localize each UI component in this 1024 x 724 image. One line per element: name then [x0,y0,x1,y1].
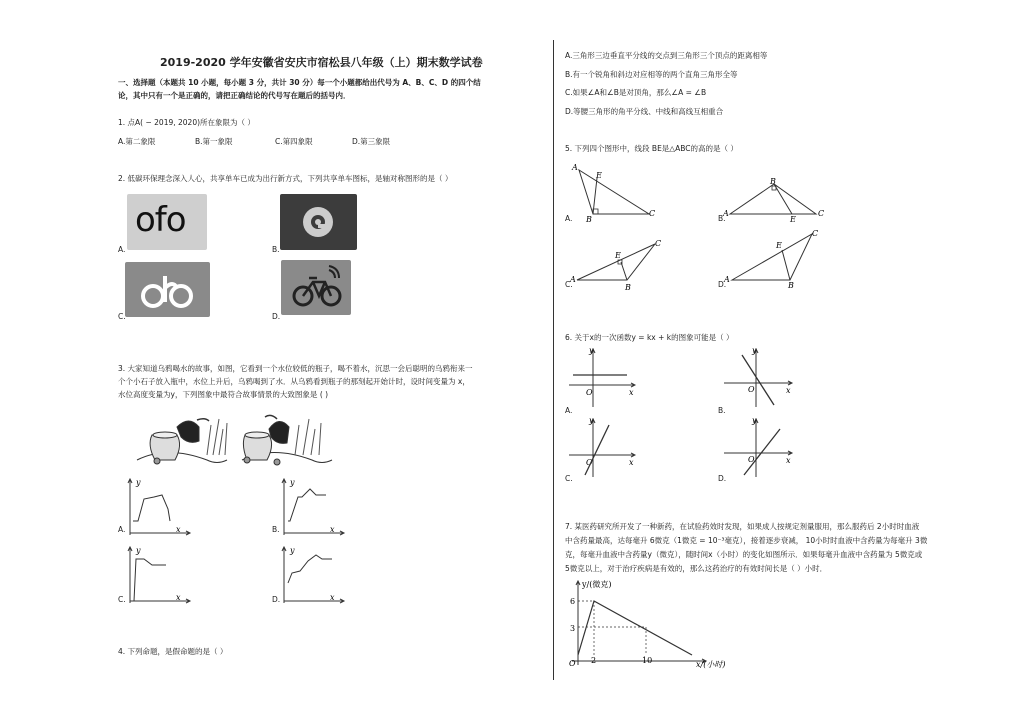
q6-option-a: A. [565,406,573,415]
q3-graph-b [272,475,352,540]
q6-graph-b [718,345,798,410]
q6-option-b: B. [718,406,726,415]
q5d-label-e: E [776,241,782,250]
q3-option-a: A. [118,525,126,534]
q4-option-a: A.三角形三边垂直平分线的交点到三角形三个顶点的距离相等 [565,51,768,60]
q3-graph-a [118,475,198,540]
column-divider [553,40,554,680]
q5b-label-c: C [818,209,825,218]
q6b-axis-x: x [786,386,791,395]
q1-stem: 1. 点A( − 2019, 2020)所在象限为（ ） [118,118,255,127]
q3b-axis-x: x [330,525,335,534]
q6b-origin: O [748,385,755,394]
q2-option-c: C. [118,312,126,321]
q7-stem-line1: 7. 某医药研究所开发了一种新药，在试验药效时发现，如果成人按规定剂量服用，那么服药后 2小时时血液 [565,522,920,531]
q7-concentration-graph [560,575,740,675]
q3-stem-line2: 个个小石子放入瓶中，水位上升后，乌鸦喝到了水．从乌鸦看到瓶子的那刻起开始计时，设时间变量为 x， [118,377,470,386]
q6-option-d: D. [718,474,727,483]
q5-figure-d [718,226,823,288]
q5a-label-e: E [596,171,602,180]
q5b-label-e: E [790,215,796,224]
q3-option-b: B. [272,525,280,534]
q5-option-a: A. [565,214,573,223]
q7-ylabel: y/(微克) [582,580,612,589]
q4-stem: 4. 下列命题，是假命题的是（ ） [118,647,228,656]
q7-tick-y-6: 6 [570,597,576,606]
q6a-axis-y: y [589,346,594,355]
bike-share-logo [281,260,351,315]
q3c-axis-x: x [176,593,181,602]
q6b-axis-y: y [752,346,757,355]
ofo-logo [127,194,207,250]
q3-stem-line1: 3. 大家知道乌鸦喝水的故事，如图，它看到一个水位较低的瓶子，喝不着水，沉思一会后聪明的乌鸦衔来一 [118,364,473,373]
q3b-axis-y: y [290,478,295,487]
q5a-label-b: B [586,215,592,224]
q5b-label-b: B [770,177,776,186]
q6-option-c: C. [565,474,573,483]
q1-option-d: D.第三象限 [352,137,391,146]
bike-icon [281,260,351,315]
q3-option-c: C. [118,595,126,604]
q5a-label-a: A [572,163,578,172]
q1-option-b: B.第一象限 [195,137,233,146]
q5c-label-a: A [570,275,576,284]
q7-xlabel: x/(小时) [696,660,726,669]
q3d-axis-y: y [290,546,295,555]
q4-option-b: B.有一个锐角和斜边对应相等的两个直角三角形全等 [565,70,738,79]
section-instructions-line1: 一、选择题（本题共 10 小题，每小题 3 分，共计 30 分）每一个小题都给出代号为 A、B、C、D 的四个结 [118,78,481,87]
q6d-axis-y: y [752,416,757,425]
q5-figure-a [565,158,665,228]
q5-option-c: C. [565,280,573,289]
q2-option-b: B. [272,245,280,254]
q6c-axis-y: y [589,416,594,425]
q6-graph-d [718,415,798,480]
q6-stem: 6. 关于x的一次函数y = kx + k的图象可能是（ ） [565,333,734,342]
q4-option-d: D.等腰三角形的角平分线、中线和高线互相重合 [565,107,724,116]
q6c-origin: O [586,458,593,467]
q2-stem: 2. 低碳环保理念深入人心，共享单车已成为出行新方式，下列共享单车图标，是轴对称图形的是（ ） [118,174,453,183]
ofo-logo-text: ofo [135,200,186,240]
q5a-label-c: C [649,209,656,218]
q5c-label-b: B [625,283,631,291]
q5-figure-c [565,236,670,291]
q1-option-c: C.第四象限 [275,137,313,146]
q7-tick-y-3: 3 [570,624,576,633]
q7-tick-x-10: 10 [642,656,653,665]
q5d-label-c: C [812,229,819,238]
q6c-axis-x: x [629,458,634,467]
q5-stem: 5. 下列四个图形中，线段 BE是△ABC的高的是（ ） [565,144,738,153]
crow-illustration [127,405,337,467]
q7-stem-line3: 克，每毫升血液中含药量y（微克），随时间x（小时）的变化如图所示．如果每毫升血液中含药量为 5微克或 [565,550,923,559]
q6-graph-c [565,415,645,480]
mobike-logo-icon [280,194,357,250]
q5d-label-b: B [788,281,794,288]
q1-option-a: A.第二象限 [118,137,156,146]
q3a-axis-x: x [176,525,181,534]
q3-option-d: D. [272,595,281,604]
q3-graph-c [118,543,198,608]
q3a-axis-y: y [136,478,141,487]
q5-figure-b [718,172,828,227]
page-title: 2019-2020 学年安徽省安庆市宿松县八年级（上）期末数学试卷 [160,56,483,69]
section-instructions-line2: 论，其中只有一个是正确的，请把正确结论的代号写在题后的括号内． [118,91,351,100]
hellobike-logo [125,262,210,317]
q7-stem-line4: 5微克以上，对于治疗疾病是有效的，那么这药治疗的有效时间长是（ ）小时． [565,564,828,573]
q3-graph-d [272,543,352,608]
q4-option-c: C.如果∠A和∠B是对顶角，那么∠A = ∠B [565,88,707,97]
q5c-label-c: C [655,239,662,248]
q5-option-d: D. [718,280,727,289]
hellobike-logo-icon [125,262,210,317]
q6-graph-a [565,345,645,410]
q2-option-d: D. [272,312,281,321]
q6a-origin: O [586,388,593,397]
q5-option-b: B. [718,214,726,223]
q2-option-a: A. [118,245,126,254]
q5b-label-a: A [723,209,729,218]
q5d-label-a: A [724,275,730,284]
q6d-axis-x: x [786,456,791,465]
q5c-label-e: E [615,251,621,260]
q6a-axis-x: x [629,388,634,397]
q7-stem-line2: 中含药量最高，达每毫升 6微克（1微克 = 10⁻³毫克），接着逐步衰减， 10小时时血液中含药量为每毫升 3微 [565,536,928,545]
q3c-axis-y: y [136,546,141,555]
q3-stem-line3: 水位高度变量为y，下列图象中最符合故事情景的大致图象是 ( ) [118,390,329,399]
q7-origin: O [569,659,576,668]
q6d-origin: O [748,455,755,464]
q7-tick-x-2: 2 [591,656,597,665]
q3d-axis-x: x [330,593,335,602]
mobike-logo [280,194,357,250]
